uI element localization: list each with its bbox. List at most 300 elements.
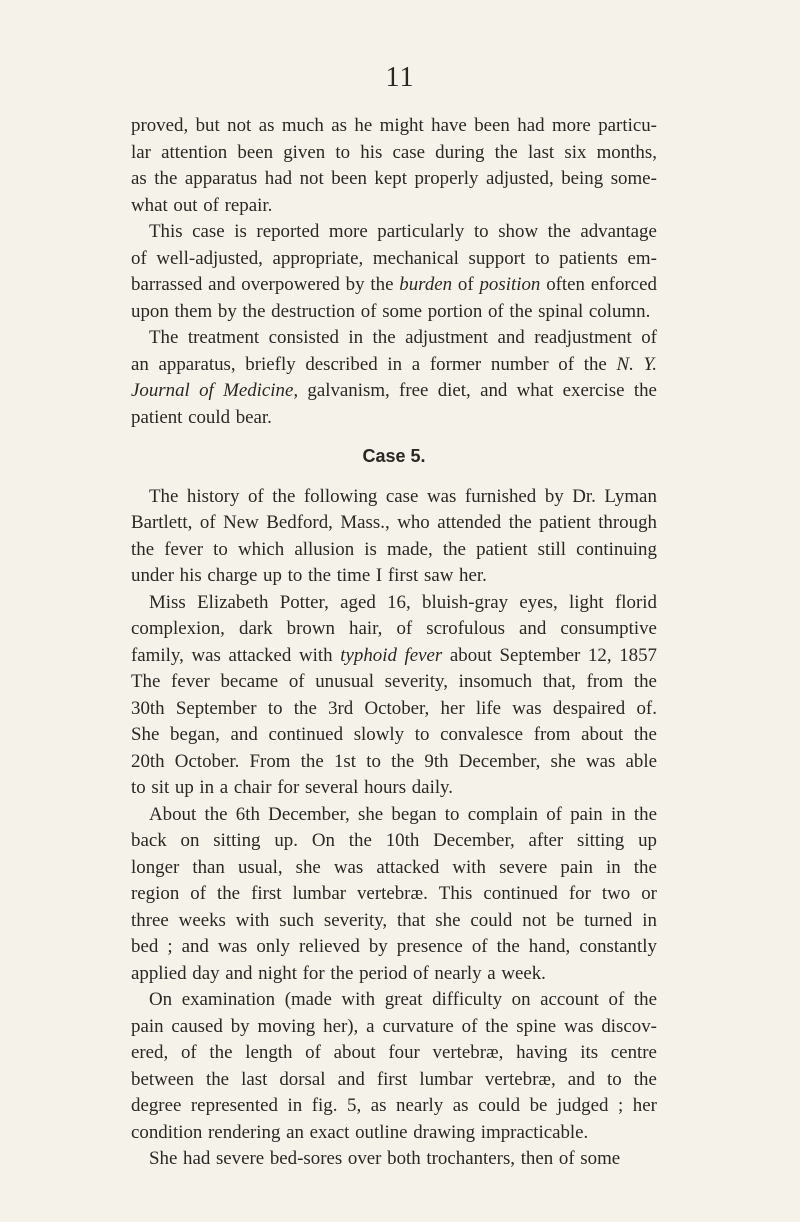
word: could [470,909,513,931]
word: to [213,538,228,560]
text-line [131,272,657,299]
word: continuing [576,538,657,560]
text-line [131,616,657,643]
word: She [131,724,160,745]
word: is [234,221,247,242]
word: the [205,1068,230,1090]
word: caused [171,1015,223,1037]
word: treatment [187,327,260,348]
word: have [431,115,467,136]
word: able [625,750,657,772]
word: the [547,221,571,242]
word: insomuch [458,671,533,692]
word: is [364,538,377,560]
word: the [131,538,155,560]
word: destruction [271,300,356,322]
word: became [220,671,279,692]
text-line [131,961,657,988]
word: Medicine, [223,380,299,401]
word: 3rd [328,697,354,719]
text-line [131,193,657,220]
word: The [131,671,161,692]
word: bear. [235,406,272,428]
word: first [387,565,419,586]
text-line [131,378,657,405]
word: 5, [347,1095,362,1116]
word: October. [174,750,240,772]
text-line [131,484,657,511]
text-line [131,140,657,167]
word: often [546,274,586,295]
word: chair [233,777,272,798]
word: well-adjusted, [156,247,263,269]
word: vertebræ, [432,1042,504,1063]
text-line [131,590,657,617]
word: the [330,962,354,984]
word: a [411,353,421,375]
word: be [529,1095,548,1116]
word: October, [364,697,430,719]
word: the [242,300,266,322]
word: and [519,618,547,639]
word: of [203,194,219,216]
word: in [387,353,403,375]
word: pain [560,856,593,878]
word: of [131,247,147,269]
word: constantly [579,936,657,957]
word: continued [268,724,344,745]
word: was [585,750,616,772]
word: trochanters, [426,1148,516,1169]
word: lumbar [419,1068,473,1090]
word: that [397,909,426,931]
word: patient [476,538,528,560]
word: diet, [437,380,471,401]
word: for [568,883,591,904]
word: of [558,1148,575,1169]
word: patients [559,247,618,269]
word: hours [364,777,407,798]
word: the [154,168,178,189]
word: first [376,1068,408,1090]
word: the [633,803,657,825]
word: on [511,989,531,1010]
word: on [180,830,200,851]
word: reported [256,221,320,242]
word: having [516,1042,568,1063]
word: September [175,697,257,719]
word: was [191,644,221,666]
word: of [413,962,429,984]
word: the [496,936,520,957]
word: sit [151,777,170,798]
word: in [199,777,215,798]
word: hand, [528,936,571,957]
word: despaired [552,697,626,719]
word: and [480,380,508,401]
word: properly [414,168,479,189]
text-line [131,669,657,696]
word: length [245,1042,293,1063]
word: over [347,1148,382,1169]
word: night [258,962,297,984]
word: as [331,115,347,136]
word: by [217,300,237,322]
word: to [131,777,146,798]
word: region [131,883,180,904]
word: of [546,803,562,825]
word: the [633,724,657,745]
text-line [131,1120,657,1147]
word: ered, [131,1042,169,1063]
word: former [429,353,482,375]
word: exercise [562,380,625,401]
word: Bedford, [266,512,333,533]
word: the [370,274,394,295]
word: allusion [294,538,355,560]
word: December, [433,830,515,851]
word: life [475,697,502,719]
word: enforced [590,274,657,295]
word: em- [627,247,657,269]
word: was [333,856,364,878]
page-number: 11 [385,62,415,93]
word: from [533,724,571,745]
text-line [131,828,657,855]
text-line [131,775,657,802]
word: December, [458,750,541,772]
word: with [299,644,333,666]
word: of [457,274,474,295]
word: burden [399,274,453,295]
word: three [131,909,169,931]
word: more [551,115,591,136]
word: to [366,750,381,772]
text-line [131,1014,657,1041]
word: rendering [208,1121,281,1143]
word: condition [131,1121,203,1143]
word: appropriate, [272,247,364,269]
word: about [449,644,492,666]
word: given [283,141,326,163]
word: N. [616,353,634,375]
word: 6th [235,803,260,825]
word: apparatus, [158,353,236,375]
text-line [131,749,657,776]
word: nearly [434,962,482,984]
word: of [641,327,657,348]
word: On [149,989,173,1010]
word: began [391,803,437,825]
word: the [494,141,518,163]
word: attacked [228,644,292,666]
text-line [131,219,657,246]
word: bluish-gray [422,591,509,613]
word: Journal [131,380,190,401]
word: fever [404,644,443,666]
word: might [379,115,424,136]
word: 1857 [619,644,657,666]
word: some [580,1148,621,1169]
word: Y. [643,353,657,375]
word: in [610,803,626,825]
word: severity, [384,671,448,692]
word: not [299,168,324,189]
word: and [337,1068,365,1090]
word: his [179,565,202,586]
word: exact [309,1121,350,1143]
word: following [303,485,378,507]
text-line [131,352,657,379]
word: to [414,724,430,745]
word: adjustment [405,327,488,348]
word: mechanical [372,247,459,269]
word: history [186,485,240,507]
word: light [569,591,604,613]
word: About [149,803,197,825]
word: by [230,1015,250,1037]
word: its [580,1042,599,1063]
word: in [348,327,364,348]
text-line [131,563,657,590]
word: an [286,1121,304,1143]
word: usual, [237,856,283,878]
word: pain [570,803,603,825]
word: the [485,1015,509,1037]
text-line [131,1067,657,1094]
word: bed [131,936,159,957]
text-line [131,1146,657,1173]
word: briefly [245,353,296,375]
word: judged [557,1095,609,1116]
word: severe [499,856,548,878]
word: proved, [131,115,189,136]
word: curvature [382,1015,454,1037]
word: furnished [464,485,537,507]
word: up [174,777,194,798]
word: had [264,168,293,189]
word: about [333,1042,376,1063]
word: the [509,300,533,322]
word: complain [467,803,538,825]
word: with [452,856,486,878]
word: only [256,936,290,957]
word: relieved [298,936,360,957]
word: with [235,909,270,931]
word: adjusted, [485,168,554,189]
word: about [581,724,624,745]
word: moving [257,1015,316,1037]
word: discov- [601,1015,657,1037]
word: to [444,803,460,825]
word: much [281,115,324,136]
word: dark [239,618,273,639]
text-line [131,987,657,1014]
word: saw [423,565,454,586]
word: Lyman [604,485,657,507]
word: family, [131,644,184,666]
word: some- [610,168,657,189]
word: some [382,300,423,322]
word: the [633,671,657,692]
text-line [131,855,657,882]
word: began, [170,724,220,745]
word: months, [596,141,657,163]
word: as [370,1095,387,1116]
word: but [195,115,220,136]
word: continued [483,883,558,904]
word: severe [215,1148,265,1169]
word: account [540,989,599,1010]
word: degree [131,1095,182,1116]
word: advantage [580,221,657,242]
word: time [336,565,371,586]
word: This [149,221,183,242]
text-line [131,166,657,193]
text-line [131,1040,657,1067]
word: longer [131,856,180,878]
word: Mass., [340,512,390,533]
word: bed-sores [269,1148,343,1169]
word: show [498,221,539,242]
word: the [633,856,657,878]
word: by [368,936,388,957]
word: as [131,168,147,189]
word: his [360,141,383,163]
word: than [192,856,225,878]
word: he [354,115,373,136]
word: between [131,1068,194,1090]
word: turned [584,909,633,931]
word: patient [539,512,591,533]
word: to [607,1068,622,1090]
word: them [174,300,213,322]
word: for [302,962,325,984]
word: the [391,750,415,772]
word: the [633,1068,657,1090]
word: position [479,274,541,295]
word: weeks [178,909,226,931]
word: charge [207,565,258,586]
word: examination [181,989,276,1010]
word: had [517,115,545,136]
word: 20th [131,750,165,772]
word: case [385,485,419,507]
word: and [225,962,253,984]
case-heading: Case 5. [362,446,426,466]
word: lumbar [292,883,346,904]
word: then [520,1148,554,1169]
word: attacked [376,856,440,878]
word: and [208,274,236,295]
word: case [192,221,225,242]
word: the [348,830,372,851]
word: up [263,565,282,586]
word: she [550,750,576,772]
word: the [209,1042,233,1063]
body-text [131,113,657,1173]
word: She [149,1148,178,1169]
word: the [633,989,657,1010]
word: (made [284,989,332,1010]
word: described [305,353,378,375]
word: Bartlett, [131,512,193,533]
word: and [230,724,258,745]
word: attended [437,512,502,533]
word: On [311,830,335,851]
word: was [512,697,542,719]
word: florid [614,591,657,613]
word: Elizabeth [197,591,269,613]
text-line [131,802,657,829]
word: daily. [411,777,454,798]
text-line [131,510,657,537]
word: of [360,300,377,322]
word: what [131,194,168,216]
word: September [499,644,581,666]
word: drawing [413,1121,476,1143]
word: of [558,353,575,375]
word: lar [131,141,151,163]
word: period [359,962,408,984]
word: The [149,485,179,507]
word: more [328,221,368,242]
word: of. [636,697,657,719]
word: a [366,1015,375,1037]
word: hair, [349,618,383,639]
word: her. [459,565,487,586]
word: had [183,1148,211,1169]
word: the [204,803,228,825]
word: ; [167,936,173,957]
text-line [131,643,657,670]
word: she [435,909,461,931]
word: week. [501,962,546,984]
word: I [375,565,383,586]
word: centre [610,1042,657,1063]
word: ; [617,1095,624,1116]
word: last [527,141,555,163]
word: spine [516,1015,557,1037]
word: attention [161,141,228,163]
word: six [564,141,587,163]
word: four [388,1042,420,1063]
word: spinal [538,300,584,322]
word: first [251,883,282,904]
word: the [300,750,324,772]
word: and [181,936,209,957]
word: of [305,1042,321,1063]
word: outline [355,1121,408,1143]
word: or [641,883,657,904]
word: to [534,247,550,269]
word: two [601,883,631,904]
word: free [399,380,429,401]
text-line [131,246,657,273]
word: of [180,1042,197,1063]
word: dorsal [279,1068,326,1090]
word: vertebræ, [484,1068,556,1090]
word: particularly [377,221,465,242]
word: during [435,141,485,163]
word: to [335,141,351,163]
word: to [473,221,489,242]
word: case [392,141,425,163]
word: of [190,883,206,904]
word: the [272,485,296,507]
word: unusual [315,671,375,692]
word: in [287,1095,303,1116]
